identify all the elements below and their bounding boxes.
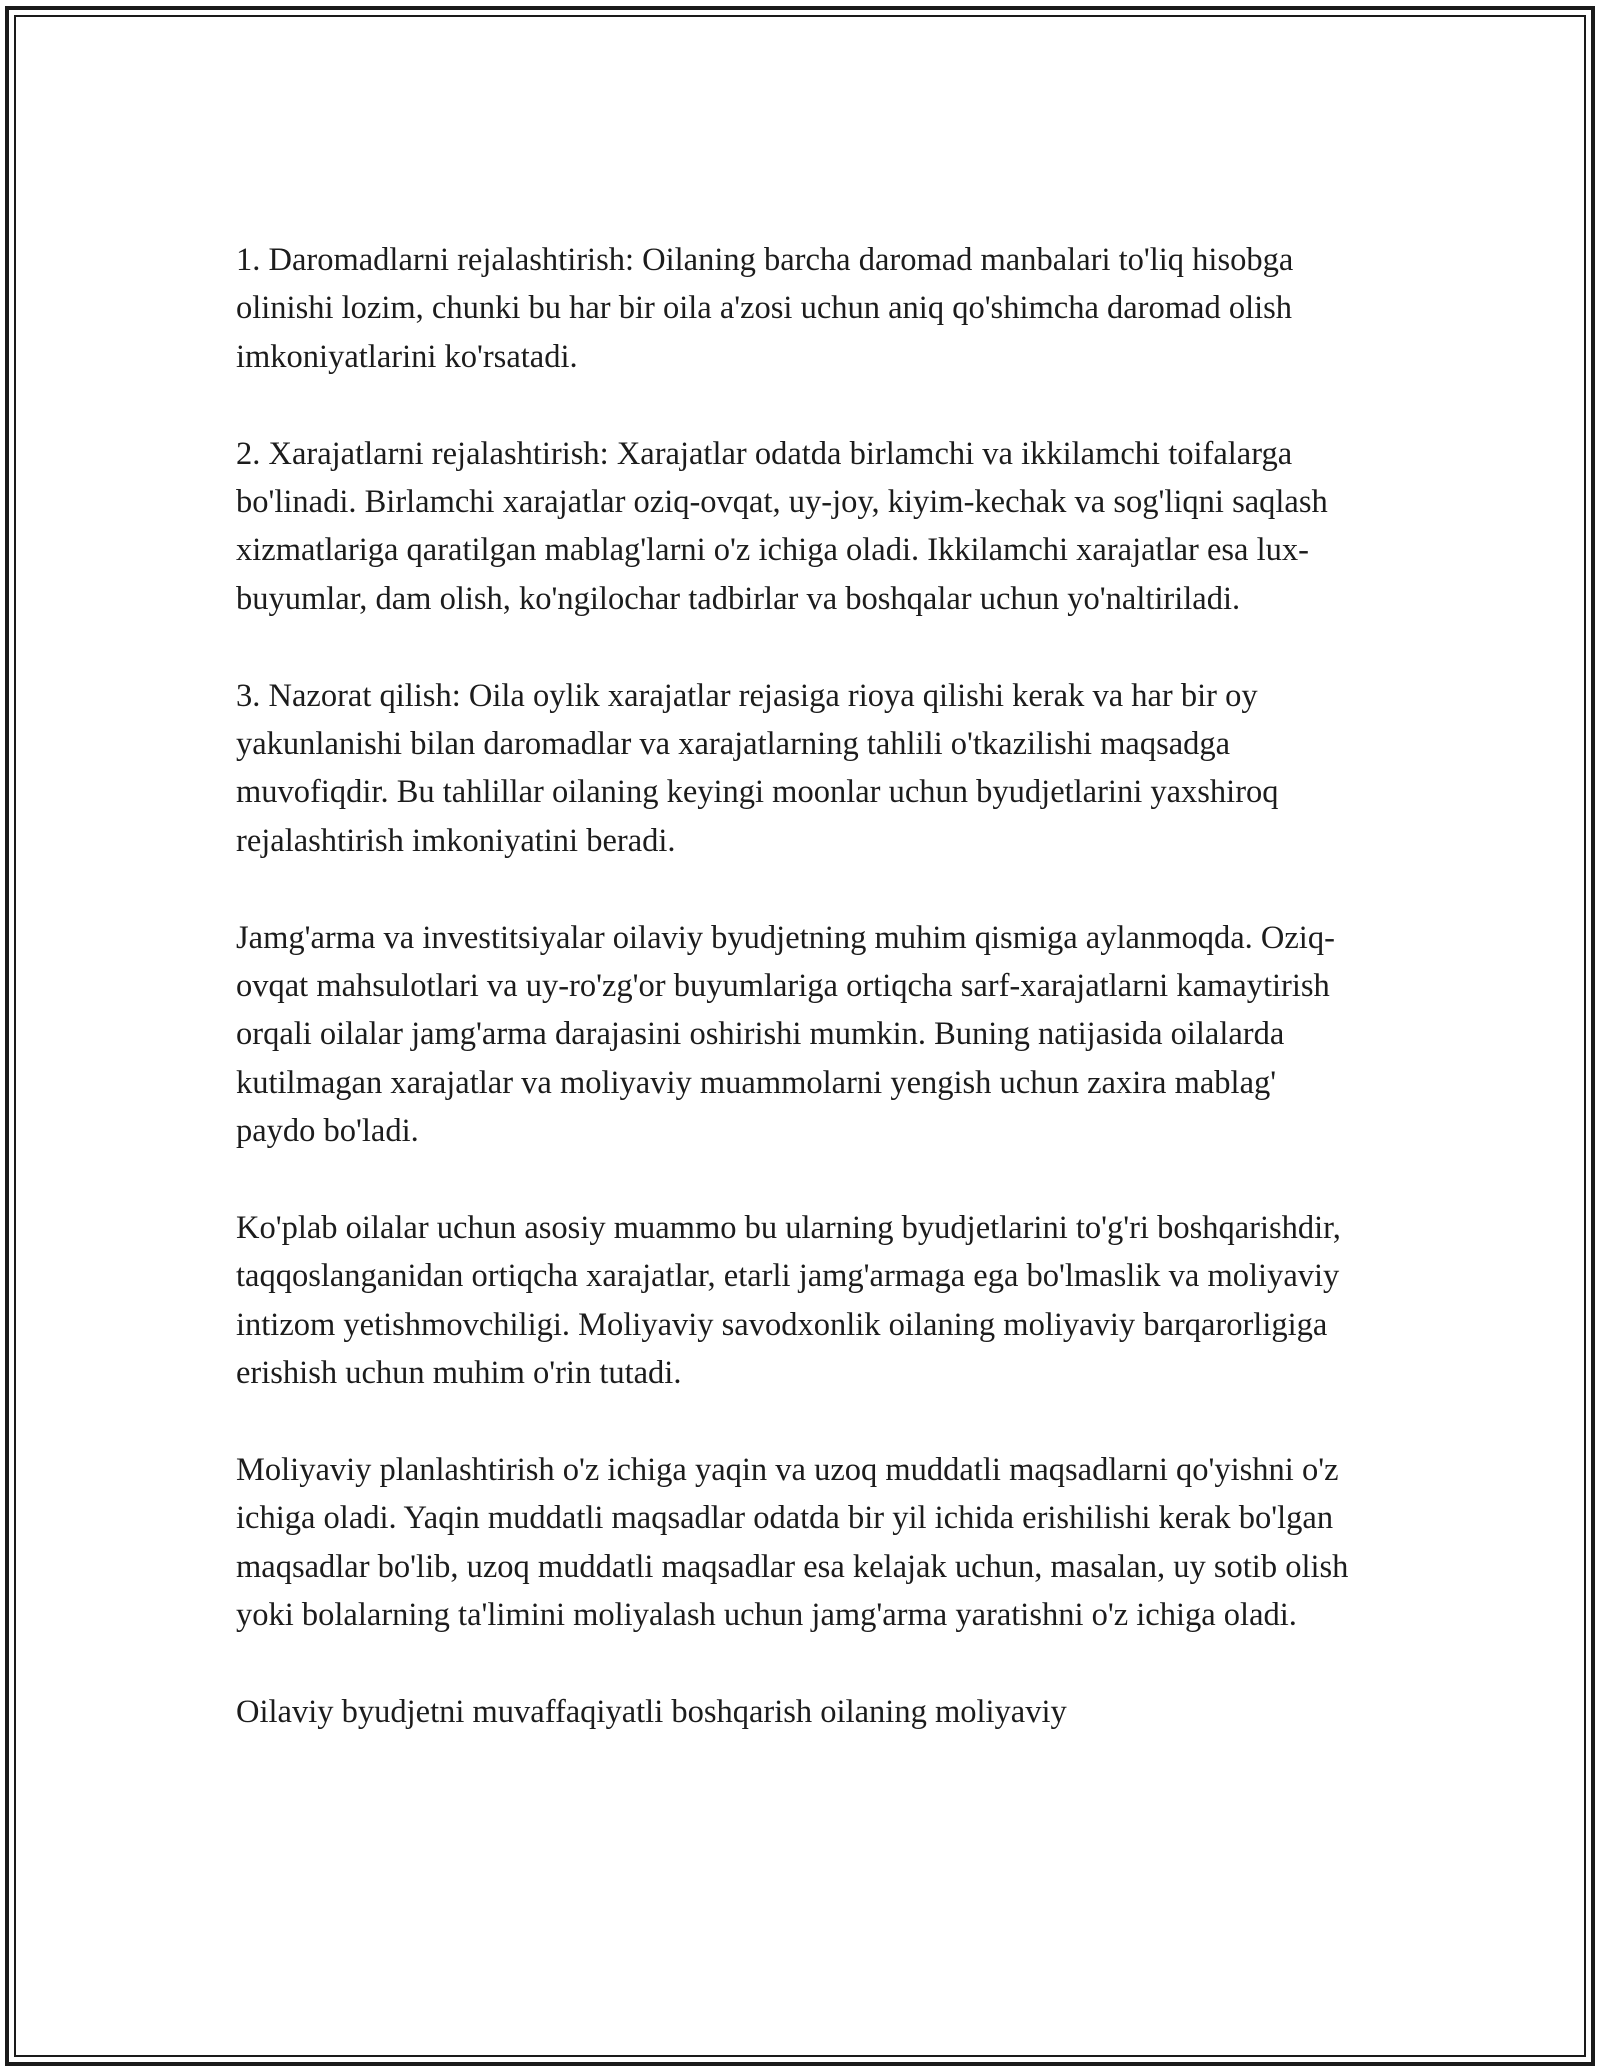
paragraph-income-planning: 1. Daromadlarni rejalashtirish: Oilaning barcha daromad manbalari to'liq hisobga olinishi lozim, chunki bu har bir oila a'zosi uchun aniq qo'shimcha daromad olish imkoniyatlarini ko'rsatadi. [236, 242, 1294, 375]
paragraph-savings-investments: Jamg'arma va investitsiyalar oilaviy byudjetning muhim qismiga aylanmoqda. Oziq-ovqat mahsulotlari va uy-ro'zg'or buyumlariga ortiqcha sarf-xarajatlarni kamaytirish orqali oilalar jamg'arma darajasini oshirishi mumkin. Buning natijasida oilalarda kutilmagan xarajatlar va moliyaviy muammolarni yengish uchun zaxira mablag' paydo bo'ladi. [236, 919, 1335, 1150]
paragraph-financial-planning: Moliyaviy planlashtirish o'z ichiga yaqin va uzoq muddatli maqsadlarni qo'yishni o'z ichiga oladi. Yaqin muddatli maqsadlar odatda bir yil ichida erishilishi kerak bo'lgan maqsadlar bo'lib, uzoq muddatli maqsadlar esa kelajak uchun, masalan, uy sotib olish yoki bolalarning ta'limini moliyalash uchun jamg'arma yaratishni o'z ichiga oladi. [236, 1452, 1349, 1634]
paragraph-expense-planning: 2. Xarajatlarni rejalashtirish: Xarajatlar odatda birlamchi va ikkilamchi toifalarga bo'linadi. Birlamchi xarajatlar oziq-ovqat, uy-joy, kiyim-kechak va sog'liqni saqlash xizmatlariga qaratilgan mablag'larni o'z ichiga oladi. Ikkilamchi xarajatlar esa lux-buyumlar, dam olish, ko'ngilochar tadbirlar va boshqalar uchun yo'naltiriladi. [236, 435, 1328, 617]
document-body [236, 236, 1356, 1785]
paragraph-monitoring: 3. Nazorat qilish: Oila oylik xarajatlar rejasiga rioya qilishi kerak va har bir oy yakunlanishi bilan daromadlar va xarajatlarning tahlili o'tkazilishi maqsadga muvofiqdir. Bu tahlillar oilaning keyingi moonlar uchun byudjetlarini yaxshiroq rejalashtirish imkoniyatini beradi. [236, 677, 1279, 859]
paragraph-successful-management: Oilaviy byudjetni muvaffaqiyatli boshqarish oilaning moliyaviy [236, 1694, 1067, 1731]
paragraph-budget-problems: Ko'plab oilalar uchun asosiy muammo bu ularning byudjetlarini to'g'ri boshqarishdir, taqqoslanganidan ortiqcha xarajatlar, etarli jamg'armaga ega bo'lmaslik va moliyaviy intizom yetishmovchiligi. Moliyaviy savodxonlik oilaning moliyaviy barqarorligiga erishish uchun muhim o'rin tutadi. [236, 1210, 1341, 1392]
